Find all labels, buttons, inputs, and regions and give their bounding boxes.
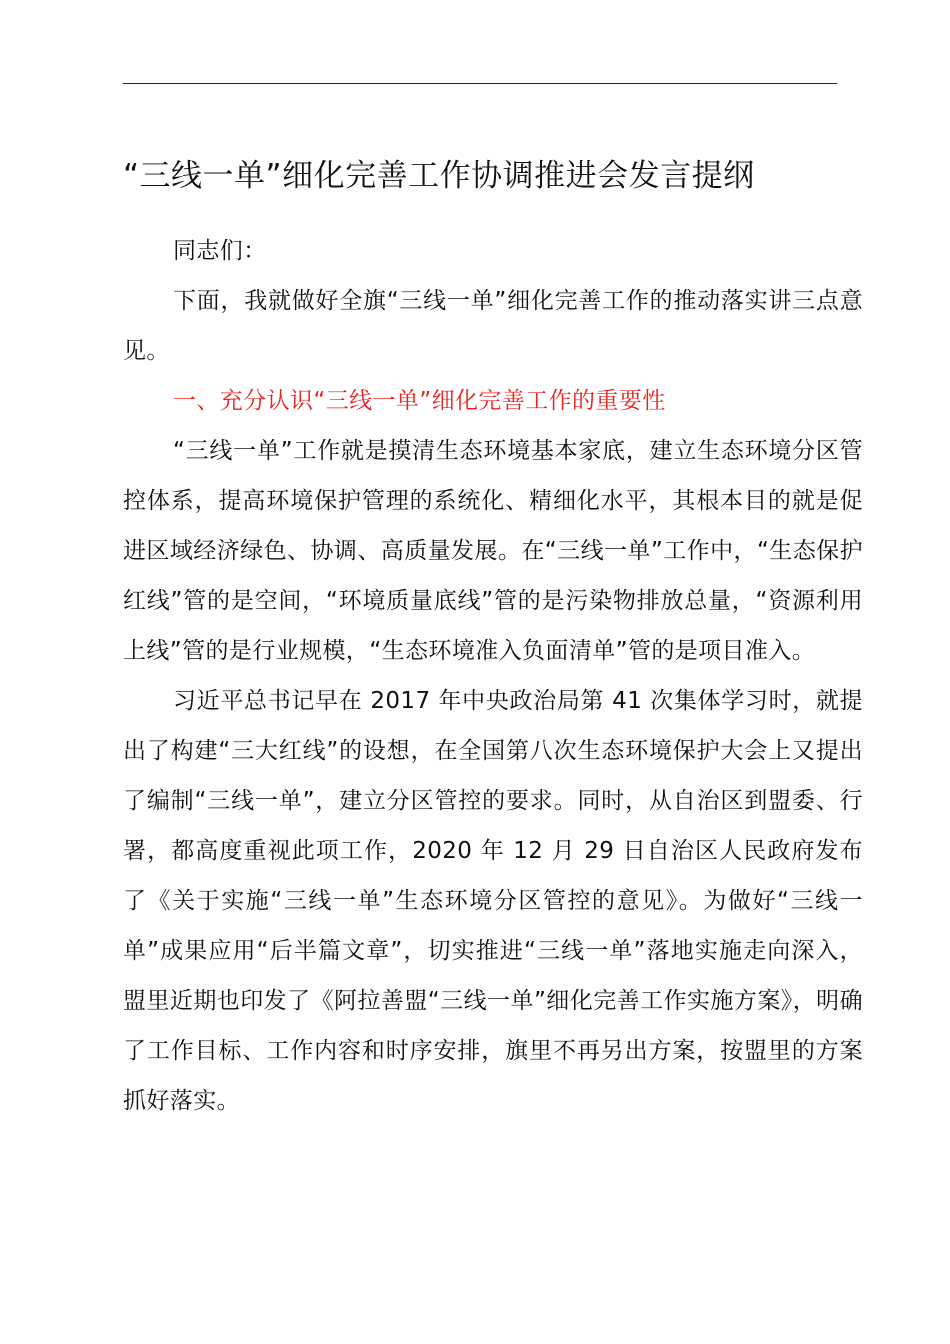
body-paragraph: “三线一单”工作就是摸清生态环境基本家底，建立生态环境分区管控体系，提高环境保护管理的系统化、精细化水平，其根本目的就是促进区域经济绿色、协调、高质量发展。在“三线一单”工作中，“生态保护红线”管的是空间，“环境质量底线”管的是污染物排放总量，“资源利用上线”管的是行业规模，“生态环境准入负面清单”管的是项目准入。 xyxy=(123,438,863,664)
section-heading: 一、充分认识“三线一单”细化完善工作的重要性 xyxy=(173,388,666,414)
document-title: “三线一单”细化完善工作协调推进会发言提纲 xyxy=(123,158,755,194)
salutation: 同志们： xyxy=(173,238,267,264)
document-body xyxy=(123,226,863,1126)
body-paragraph: 习近平总书记早在 2017 年中央政治局第 41 次集体学习时，就提出了构建“三大红线”的设想，在全国第八次生态环境保护大会上又提出了编制“三线一单”，建立分区管控的要求。同时，从自治区到盟委、行署，都高度重视此项工作，2020 年 12 月 29 日自治区人民政府发布了《关于实施“三线一单”生态环境分区管控的意见》。为做好“三线一单”成果应用“后半篇文章”，切实推进“三线一单”落地实施走向深入，盟里近期也印发了《阿拉善盟“三线一单”细化完善工作实施方案》，明确了工作目标、工作内容和时序安排，旗里不再另出方案，按盟里的方案抓好落实。 xyxy=(123,688,863,1114)
intro-paragraph: 下面，我就做好全旗“三线一单”细化完善工作的推动落实讲三点意见。 xyxy=(123,288,863,364)
header-rule xyxy=(123,83,837,84)
